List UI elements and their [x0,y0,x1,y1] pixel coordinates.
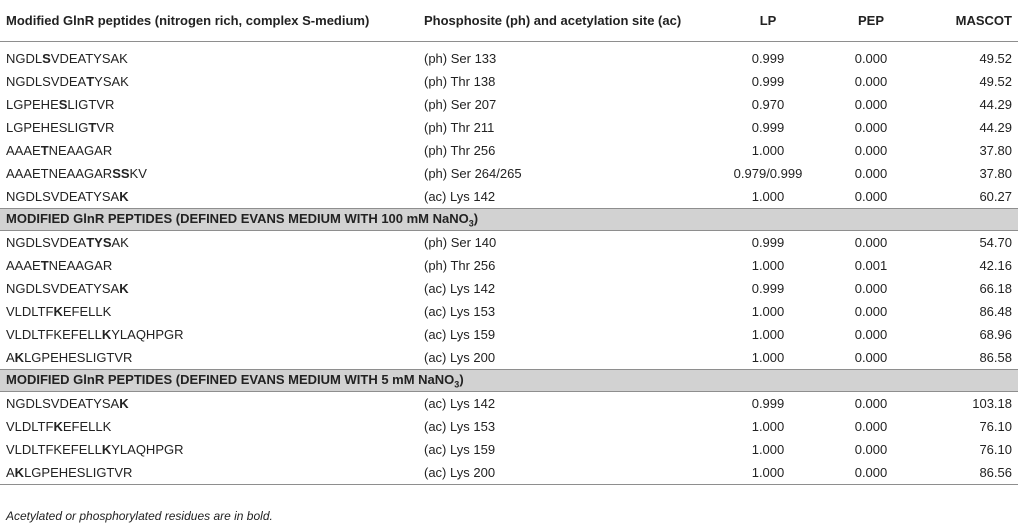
pep-cell: 0.000 [854,350,888,365]
modified-residue: K [119,281,129,296]
modified-residue: K [101,442,112,457]
header-mascot: MASCOT [914,0,1018,42]
header-lp: LP [708,0,828,42]
peptide-prefix: AAAE [6,258,41,273]
peptide-cell [0,300,408,323]
peptide-cell [0,277,408,300]
lp-cell: 1.000 [751,327,785,342]
peptide-prefix: VLDLTFKEFELL [6,327,102,342]
table-row [0,300,1018,323]
peptide-prefix: VLDLTFKEFELL [6,442,102,457]
peptide-prefix: AAAE [6,143,41,158]
lp-cell: 0.999 [751,51,785,66]
pep-cell: 0.000 [854,235,888,250]
peptide-suffix: NEAAGAR [48,143,113,158]
table-row [0,47,1018,70]
table-row [0,116,1018,139]
peptide-suffix: LIGTVR [67,97,115,112]
pep-cell: 0.000 [828,461,914,485]
table-body [0,42,1018,485]
peptide-cell [0,162,408,185]
peptide-prefix: NGDLSVDEATYSA [6,281,120,296]
peptide-cell [0,415,408,438]
table-row [0,438,1018,461]
lp-cell: 0.970 [751,97,785,112]
peptide-prefix: A [6,350,15,365]
pep-cell: 0.000 [854,419,888,434]
table-row [0,461,1018,485]
site-cell: (ac) Lys 159 [424,442,496,457]
mascot-cell: 86.58 [979,350,1012,365]
peptide-suffix: YLAQHPGR [111,442,184,457]
site-cell: (ph) Ser 133 [424,51,497,66]
mascot-cell: 76.10 [979,442,1012,457]
site-cell: (ac) Lys 142 [424,281,496,296]
peptide-prefix: NGDLSVDEATYSA [6,189,120,204]
section-heading-subscript: 3 [454,379,460,390]
modified-residue: K [14,465,25,480]
site-cell: (ac) Lys 159 [424,327,496,342]
peptide-suffix: EFELLK [62,304,112,319]
lp-cell: 1.000 [751,258,785,273]
lp-cell: 1.000 [708,461,828,485]
modified-residue: K [101,327,112,342]
pep-cell: 0.000 [854,143,888,158]
peptide-suffix: LGPEHESLIGTVR [24,350,133,365]
site-cell: (ph) Ser 207 [424,97,497,112]
site-cell: (ph) Thr 138 [424,74,496,89]
lp-cell: 0.999 [751,74,785,89]
mascot-cell: 54.70 [979,235,1012,250]
table-row [0,185,1018,209]
modified-residue: K [53,419,63,434]
site-cell: (ac) Lys 200 [424,350,496,365]
peptide-suffix: EFELLK [62,419,112,434]
table-row [0,70,1018,93]
mascot-cell: 44.29 [979,97,1012,112]
peptide-prefix: A [6,465,15,480]
peptide-cell [0,116,408,139]
mascot-cell: 49.52 [979,74,1012,89]
table-row [0,392,1018,416]
modified-residue: S [42,51,51,66]
lp-cell: 1.000 [751,419,785,434]
modified-residue: TYS [86,235,112,250]
mascot-cell: 60.27 [979,189,1012,204]
lp-cell: 0.999 [751,396,785,411]
peptide-prefix: AAAETNEAAGAR [6,166,113,181]
modified-residue: K [53,304,63,319]
header-peptide: Modified GlnR peptides (nitrogen rich, complex S-medium) [0,0,408,42]
pep-cell: 0.000 [854,396,888,411]
peptide-suffix: KV [129,166,147,181]
peptide-prefix: VLDLTF [6,419,54,434]
site-cell: (ac) Lys 153 [424,304,496,319]
peptide-cell [0,254,408,277]
header-pep: PEP [828,0,914,42]
table-row [0,254,1018,277]
site-cell: (ph) Ser 140 [424,235,497,250]
pep-cell: 0.000 [854,166,888,181]
modified-residue: K [119,396,129,411]
peptide-cell [0,185,408,209]
pep-cell: 0.000 [854,74,888,89]
footnote: Acetylated or phosphorylated residues are in bold. [6,509,273,523]
pep-cell: 0.000 [854,189,888,204]
mascot-cell: 103.18 [972,396,1012,411]
mascot-cell: 37.80 [979,143,1012,158]
lp-cell: 1.000 [751,143,785,158]
modified-residue: SS [112,166,130,181]
pep-cell: 0.000 [854,97,888,112]
peptide-cell [0,231,408,255]
peptide-prefix: NGDLSVDEATYSA [6,396,120,411]
peptide-cell [0,392,408,416]
section-heading [0,209,1018,231]
peptide-suffix: LGPEHESLIGTVR [24,465,133,480]
section-heading-close: ) [459,371,464,387]
modified-residue: K [14,350,25,365]
peptide-suffix: VR [96,120,115,135]
pep-cell: 0.000 [854,304,888,319]
lp-cell: 1.000 [751,350,785,365]
table-row [0,323,1018,346]
peptide-cell [0,70,408,93]
peptide-prefix: NGDL [6,51,43,66]
modified-residue: K [119,189,129,204]
mascot-cell: 86.48 [979,304,1012,319]
site-cell: (ph) Thr 256 [424,258,496,273]
site-cell: (ac) Lys 153 [424,419,496,434]
site-cell: (ph) Thr 256 [424,143,496,158]
peptide-suffix: NEAAGAR [48,258,113,273]
table-row [0,139,1018,162]
peptide-suffix: VDEATYSAK [50,51,128,66]
table-row [0,93,1018,116]
lp-cell: 1.000 [751,304,785,319]
site-cell: (ph) Thr 211 [424,120,495,135]
lp-cell: 0.999 [751,281,785,296]
site-cell: (ac) Lys 142 [424,189,496,204]
table-row [0,162,1018,185]
peptide-suffix: YLAQHPGR [111,327,184,342]
modified-residue: T [88,120,97,135]
table-row [0,277,1018,300]
peptide-cell [0,139,408,162]
site-cell: (ac) Lys 142 [424,396,496,411]
header-row [0,0,1018,42]
mascot-cell: 76.10 [979,419,1012,434]
peptide-cell [0,346,408,370]
mascot-cell: 68.96 [979,327,1012,342]
pep-cell: 0.000 [854,442,888,457]
section-heading-text: MODIFIED GlnR PEPTIDES (DEFINED EVANS MEDIUM WITH 5 mM NaNO [6,371,455,387]
mascot-cell: 42.16 [979,258,1012,273]
peptide-cell [0,47,408,70]
modified-residue: S [58,97,68,112]
lp-cell: 0.979/0.999 [733,166,803,181]
lp-cell: 1.000 [751,189,785,204]
site-cell: (ac) Lys 200 [408,461,708,485]
pep-cell: 0.000 [854,120,888,135]
peptide-prefix: VLDLTF [6,304,54,319]
site-cell: (ph) Ser 264/265 [424,166,522,181]
mascot-cell: 86.56 [914,461,1018,485]
lp-cell: 0.999 [751,120,785,135]
peptide-prefix: NGDLSVDEA [6,235,87,250]
peptide-cell [0,323,408,346]
pep-cell: 0.000 [854,51,888,66]
modified-residue: T [86,74,95,89]
peptide-cell [0,93,408,116]
peptide-suffix: YSAK [94,74,129,89]
modified-residue: T [40,258,49,273]
section-heading [0,370,1018,392]
mascot-cell: 49.52 [979,51,1012,66]
pep-cell: 0.000 [854,281,888,296]
mascot-cell: 44.29 [979,120,1012,135]
peptide-cell [0,438,408,461]
peptide-prefix: LGPEHE [6,97,59,112]
pep-cell: 0.001 [854,258,888,273]
modified-residue: T [40,143,49,158]
table-row [0,415,1018,438]
peptide-cell [0,461,408,485]
section-row-5mm [0,370,1018,392]
section-row-100mm [0,209,1018,231]
table-row [0,231,1018,255]
section-heading-text: MODIFIED GlnR PEPTIDES (DEFINED EVANS MEDIUM WITH 100 mM NaNO [6,210,469,226]
peptide-prefix: NGDLSVDEA [6,74,87,89]
section-heading-subscript: 3 [468,218,474,229]
section-heading-close: ) [473,210,479,226]
mascot-cell: 37.80 [979,166,1012,181]
header-site: Phosphosite (ph) and acetylation site (ac) [408,0,708,42]
lp-cell: 0.999 [751,235,785,250]
mascot-cell: 66.18 [979,281,1012,296]
peptide-suffix: AK [111,235,129,250]
peptide-prefix: LGPEHESLIG [6,120,89,135]
pep-cell: 0.000 [854,327,888,342]
table-row [0,346,1018,370]
lp-cell: 1.000 [751,442,785,457]
